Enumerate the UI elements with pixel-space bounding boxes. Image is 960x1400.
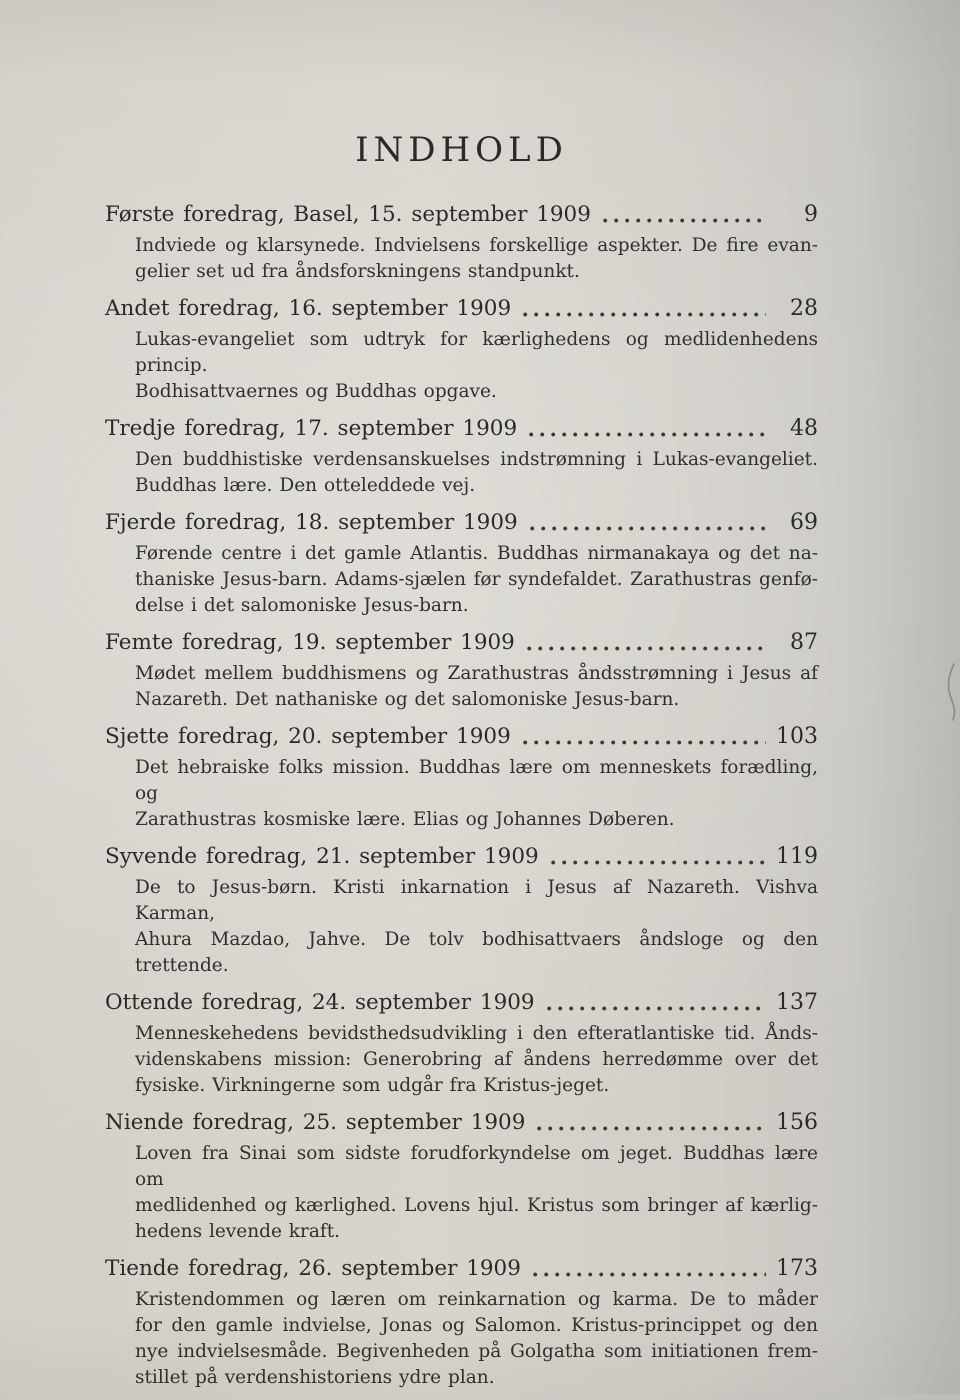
description-line: Førende centre i det gamle Atlantis. Buddhas nirmanakaya og det na- [135,543,818,564]
toc-entry [105,414,818,499]
description-line: nye indvielsesmåde. Begivenheden på Golgatha som initiationen frem- [135,1341,818,1362]
description-line: Buddhas lære. Den otteleddede vej. [135,475,476,496]
description-line: videnskabens mission: Generobring af åndens herredømme over det [135,1049,818,1070]
toc-entry-heading [105,508,818,538]
toc-entry [105,1254,818,1391]
toc-entry-heading [105,842,818,872]
entry-page-number: 119 [776,844,818,869]
entry-page-number: 48 [790,416,818,441]
toc-entry [105,628,818,713]
dot-leader [537,1126,766,1131]
page-title: INDHOLD [355,130,568,170]
entry-description [135,1021,818,1099]
entry-title: Første foredrag, Basel, 15. september 1909 [105,202,591,227]
dot-leader [551,860,766,865]
entry-description [135,755,818,833]
description-line: thaniske Jesus-barn. Adams-sjælen før syndefaldet. Zarathustras genfø- [135,569,818,590]
entry-page-number: 9 [804,202,818,227]
entry-description [135,447,818,499]
toc-entry-heading [105,1254,818,1284]
entry-title: Femte foredrag, 19. september 1909 [105,630,515,655]
entry-title: Syvende foredrag, 21. september 1909 [105,844,539,869]
description-line: Ahura Mazdao, Jahve. De tolv bodhisattvaers åndsloge og den trettende. [135,929,818,976]
entry-page-number: 137 [776,990,818,1015]
dot-leader [523,740,766,745]
toc-entry [105,842,818,979]
toc-entry [105,200,818,285]
description-line: Loven fra Sinai som sidste forudforkyndelse om jeget. Buddhas lære om [135,1143,818,1190]
toc-entry [105,988,818,1099]
entry-title: Ottende foredrag, 24. september 1909 [105,990,535,1015]
description-line: Nazareth. Det nathaniske og det salomoniske Jesus-barn. [135,689,680,710]
description-line: hedens levende kraft. [135,1221,341,1242]
page-content [105,0,818,1400]
description-line: Den buddhistiske verdensanskuelses indstrømning i Lukas-evangeliet. [135,449,818,470]
entry-title: Fjerde foredrag, 18. september 1909 [105,510,518,535]
entry-title: Sjette foredrag, 20. september 1909 [105,724,511,749]
description-line: fysiske. Virkningerne som udgår fra Kristus-jeget. [135,1075,610,1096]
toc-entry-heading [105,1108,818,1138]
page-blemish-mark [944,662,958,722]
table-of-contents [105,200,818,1391]
entry-description [135,327,818,405]
toc-entry [105,722,818,833]
entry-title: Tiende foredrag, 26. september 1909 [105,1256,521,1281]
dot-leader [527,646,766,651]
entry-description [135,875,818,979]
entry-title: Andet foredrag, 16. september 1909 [105,296,512,321]
description-line: delse i det salomoniske Jesus-barn. [135,595,469,616]
entry-description [135,661,818,713]
toc-entry-heading [105,988,818,1018]
description-line: Mødet mellem buddhismens og Zarathustras åndsstrømning i Jesus af [135,663,818,684]
entry-page-number: 156 [776,1110,818,1135]
description-line: for den gamle indvielse, Jonas og Salomon. Kristus-princippet og den [135,1315,818,1336]
entry-page-number: 28 [790,296,818,321]
entry-title: Niende foredrag, 25. september 1909 [105,1110,526,1135]
toc-entry [105,294,818,405]
toc-entry-heading [105,628,818,658]
entry-title: Tredje foredrag, 17. september 1909 [105,416,518,441]
entry-page-number: 173 [776,1256,818,1281]
entry-description [135,1287,818,1391]
entry-description [135,541,818,619]
entry-page-number: 103 [776,724,818,749]
dot-leader [523,312,766,317]
toc-entry-heading [105,722,818,752]
dot-leader [603,218,766,223]
toc-entry-heading [105,200,818,230]
entry-page-number: 69 [790,510,818,535]
description-line: Indviede og klarsynede. Indvielsens forskellige aspekter. De fire evan- [135,235,818,256]
description-line: Bodhisattvaernes og Buddhas opgave. [135,381,497,402]
description-line: Lukas-evangeliet som udtryk for kærlighedens og medlidenhedens princip. [135,329,818,376]
description-line: Menneskehedens bevidsthedsudvikling i den efteratlantiske tid. Ånds- [135,1023,818,1044]
toc-entry [105,508,818,619]
toc-entry-heading [105,294,818,324]
page-edge-shading [850,0,960,1394]
description-line: Kristendommen og læren om reinkarnation og karma. De to måder [135,1289,818,1310]
entry-page-number: 87 [790,630,818,655]
entry-description [135,233,818,285]
description-line: Zarathustras kosmiske lære. Elias og Johannes Døberen. [135,809,675,830]
dot-leader [547,1006,766,1011]
toc-entry-heading [105,414,818,444]
dot-leader [529,432,766,437]
description-line: medlidenhed og kærlighed. Lovens hjul. Kristus som bringer af kærlig- [135,1195,818,1216]
description-line: gelier set ud fra åndsforskningens standpunkt. [135,261,580,282]
description-line: Det hebraiske folks mission. Buddhas lære om menneskets forædling, og [135,757,818,804]
dot-leader [533,1272,766,1277]
description-line: De to Jesus-børn. Kristi inkarnation i Jesus af Nazareth. Vishva Karman, [135,877,818,924]
toc-entry [105,1108,818,1245]
description-line: stillet på verdenshistoriens ydre plan. [135,1367,495,1388]
entry-description [135,1141,818,1245]
dot-leader [530,526,766,531]
